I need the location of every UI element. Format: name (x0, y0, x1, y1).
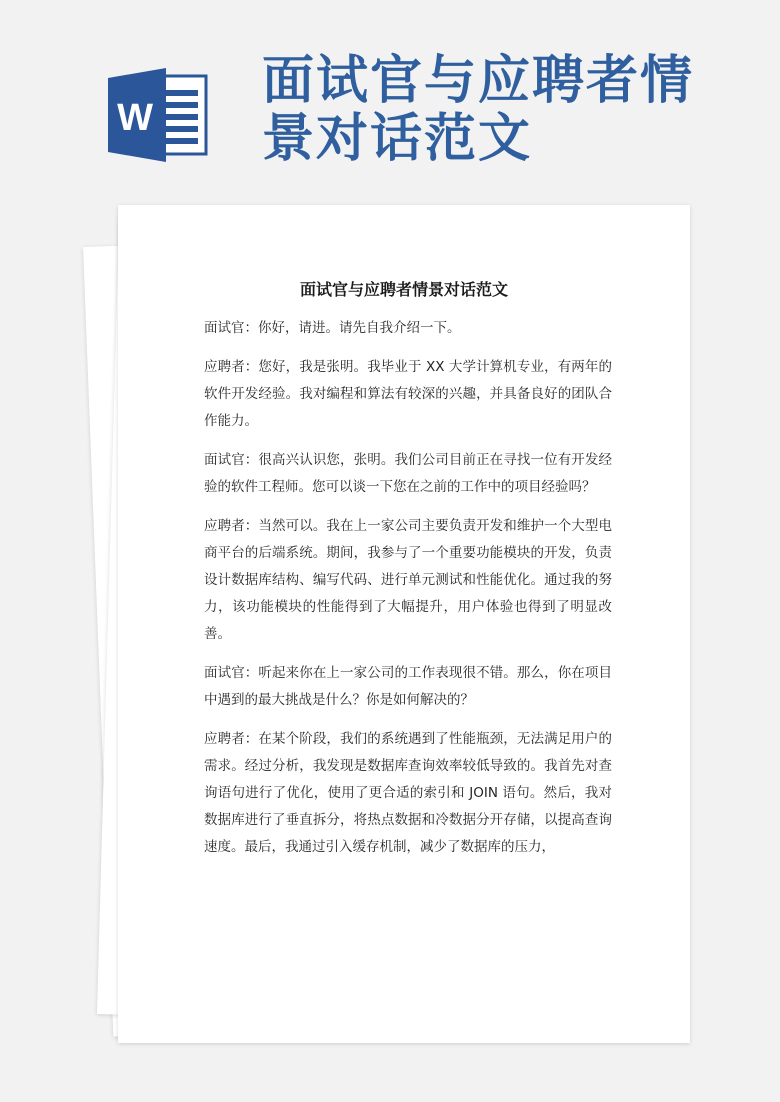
document-body (204, 315, 612, 873)
page-header (0, 0, 780, 200)
word-icon-letter: W (117, 97, 153, 139)
document-title: 面试官与应聘者情景对话范文 (299, 280, 508, 299)
dialogue-paragraph: 面试官：你好，请进。请先自我介绍一下。 (204, 320, 461, 336)
page-title-line2: 景对话范文 (262, 108, 533, 169)
page-title (262, 52, 762, 168)
dialogue-paragraph: 面试官：很高兴认识您，张明。我们公司目前正在寻找一位有开发经验的软件工程师。您可以谈一下您在之前的工作中的项目经验吗？ (204, 452, 612, 495)
dialogue-paragraph: 应聘者：您好，我是张明。我毕业于 XX 大学计算机专业，有两年的软件开发经验。我对编程和算法有较深的兴趣，并具备良好的团队合作能力。 (204, 359, 612, 429)
document-page (118, 205, 690, 1043)
dialogue-paragraph: 应聘者：在某个阶段，我们的系统遇到了性能瓶颈，无法满足用户的需求。经过分析，我发现是数据库查询效率较低导致的。我首先对查询语句进行了优化，使用了更合适的索引和 JOIN 语句。然后，我对数据库进行了垂直拆分，将热点数据和冷数据分开存储，以提高查询速度。最后，我通过引入缓存机制，减少了数据库的压力， (204, 731, 612, 855)
page-title-line1: 面试官与应聘者情 (262, 50, 695, 111)
dialogue-paragraph: 面试官：听起来你在上一家公司的工作表现很不错。那么，你在项目中遇到的最大挑战是什么？你是如何解决的？ (204, 665, 612, 708)
word-icon (108, 68, 208, 162)
dialogue-paragraph: 应聘者：当然可以。我在上一家公司主要负责开发和维护一个大型电商平台的后端系统。期间，我参与了一个重要功能模块的开发，负责设计数据库结构、编写代码、进行单元测试和性能优化。通过我的努力，该功能模块的性能得到了大幅提升，用户体验也得到了明显改善。 (204, 518, 612, 642)
